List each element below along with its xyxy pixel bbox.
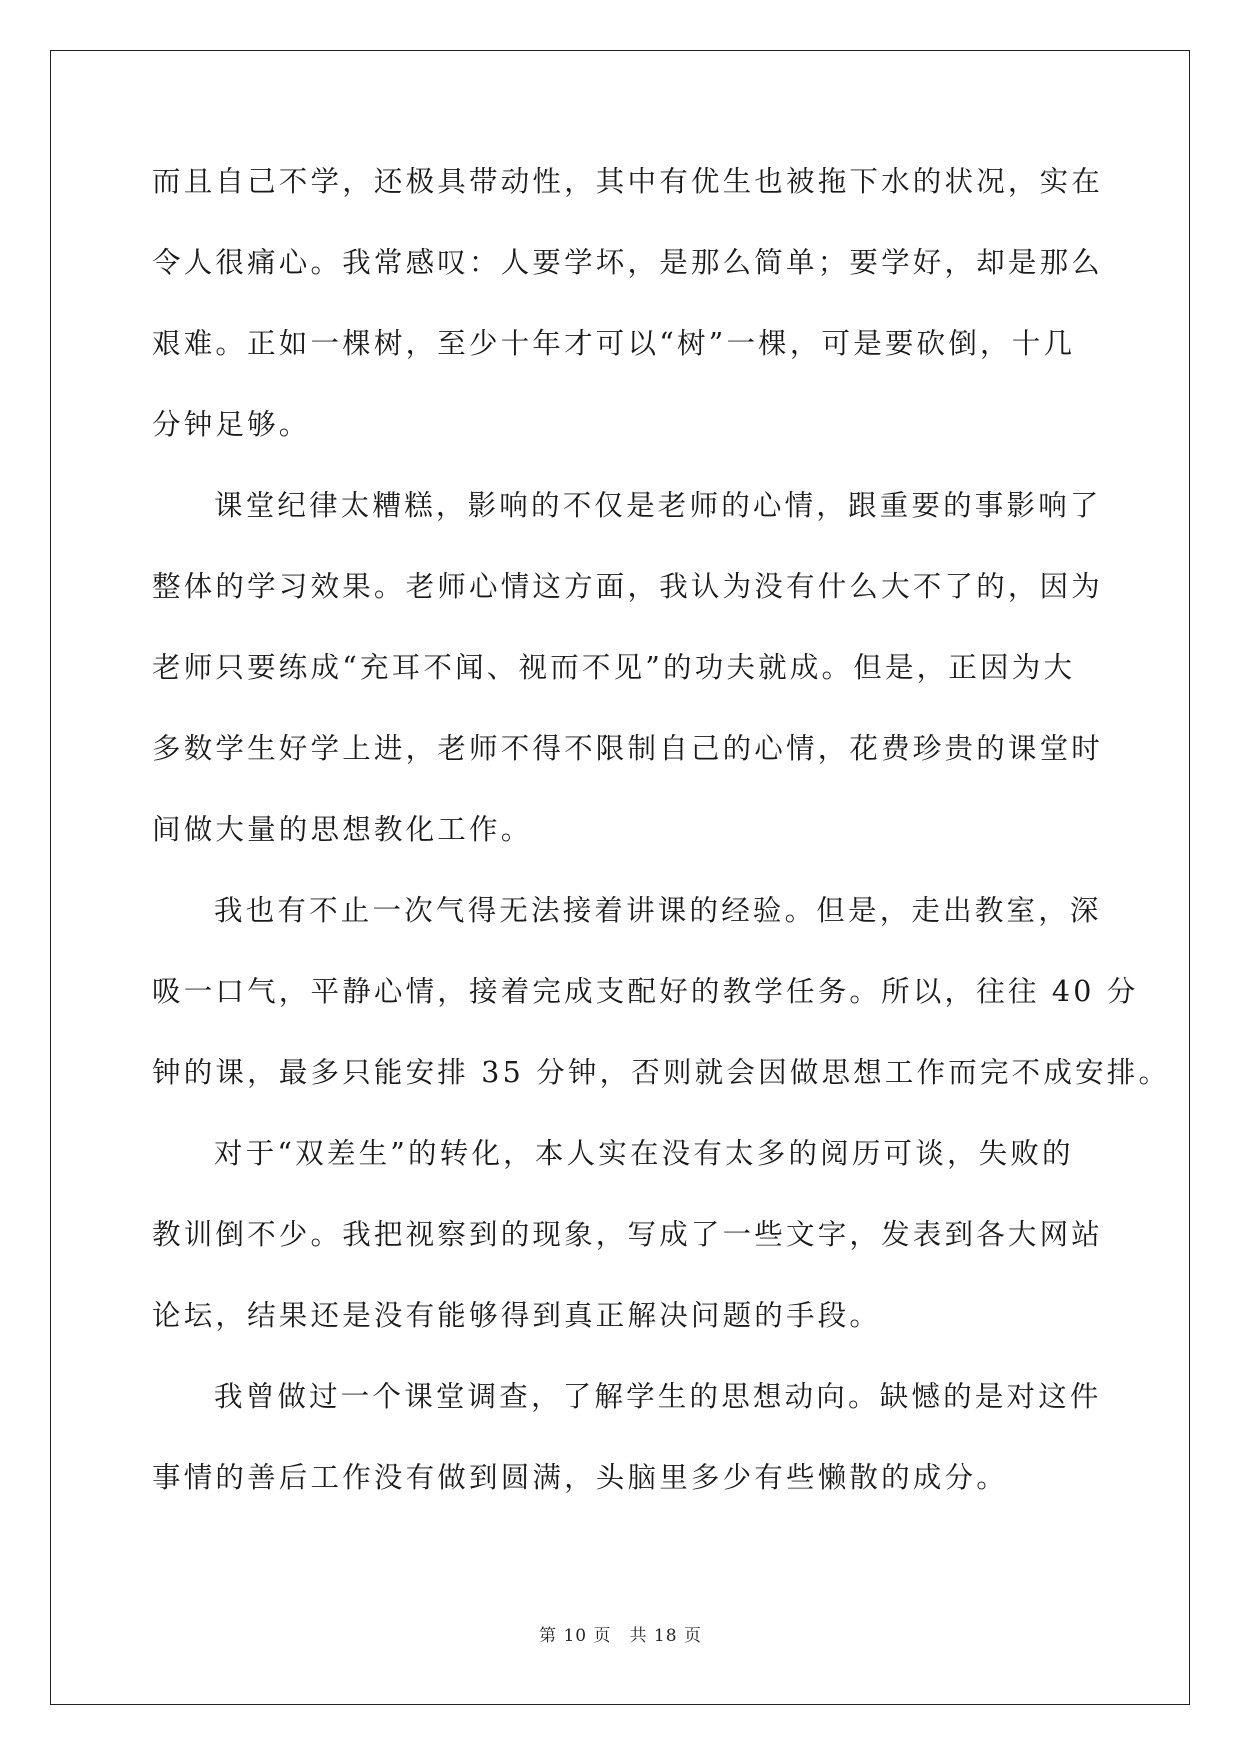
text-line: 吸一口气，平静心情，接着完成支配好的教学任务。所以，往往 40 分: [152, 975, 1139, 1008]
text-line: 我曾做过一个课堂调查，了解学生的思想动向。缺憾的是对这件: [214, 1380, 1102, 1413]
text-line: 教训倒不少。我把视察到的现象，写成了一些文字，发表到各大网站: [152, 1218, 1104, 1251]
document-body: [152, 165, 1171, 1545]
text-line: 整体的学习效果。老师心情这方面，我认为没有什么大不了的，因为: [152, 570, 1104, 603]
text-line: 令人很痛心。我常感叹：人要学坏，是那么简单；要学好，却是那么: [152, 246, 1104, 279]
page-number: 第 10 页: [539, 1626, 612, 1646]
text-line: 间做大量的思想教化工作。: [152, 813, 533, 846]
text-line: 我也有不止一次气得无法接着讲课的经验。但是，走出教室，深: [214, 894, 1102, 927]
text-line: 分钟足够。: [152, 408, 311, 441]
text-line: 多数学生好学上进，老师不得不限制自己的心情，花费珍贵的课堂时: [152, 732, 1104, 765]
text-line: 事情的善后工作没有做到圆满，头脑里多少有些懒散的成分。: [152, 1461, 1008, 1494]
text-line: 而且自己不学，还极具带动性，其中有优生也被拖下水的状况，实在: [152, 165, 1104, 198]
text-line: 艰难。正如一棵树，至少十年才可以“树”一棵，可是要砍倒，十几: [152, 327, 1076, 360]
page-total: 共 18 页: [629, 1626, 702, 1646]
text-line: 钟的课，最多只能安排 35 分钟，否则就会因做思想工作而完不成安排。: [152, 1056, 1171, 1089]
page-footer: [0, 1621, 1241, 1646]
text-line: 论坛，结果还是没有能够得到真正解决问题的手段。: [152, 1299, 882, 1332]
text-line: 课堂纪律太糟糕，影响的不仅是老师的心情，跟重要的事影响了: [214, 489, 1102, 522]
text-line: 老师只要练成“充耳不闻、视而不见”的功夫就成。但是，正因为大: [152, 651, 1076, 684]
text-line: 对于“双差生”的转化，本人实在没有太多的阅历可谈，失败的: [214, 1137, 1074, 1170]
